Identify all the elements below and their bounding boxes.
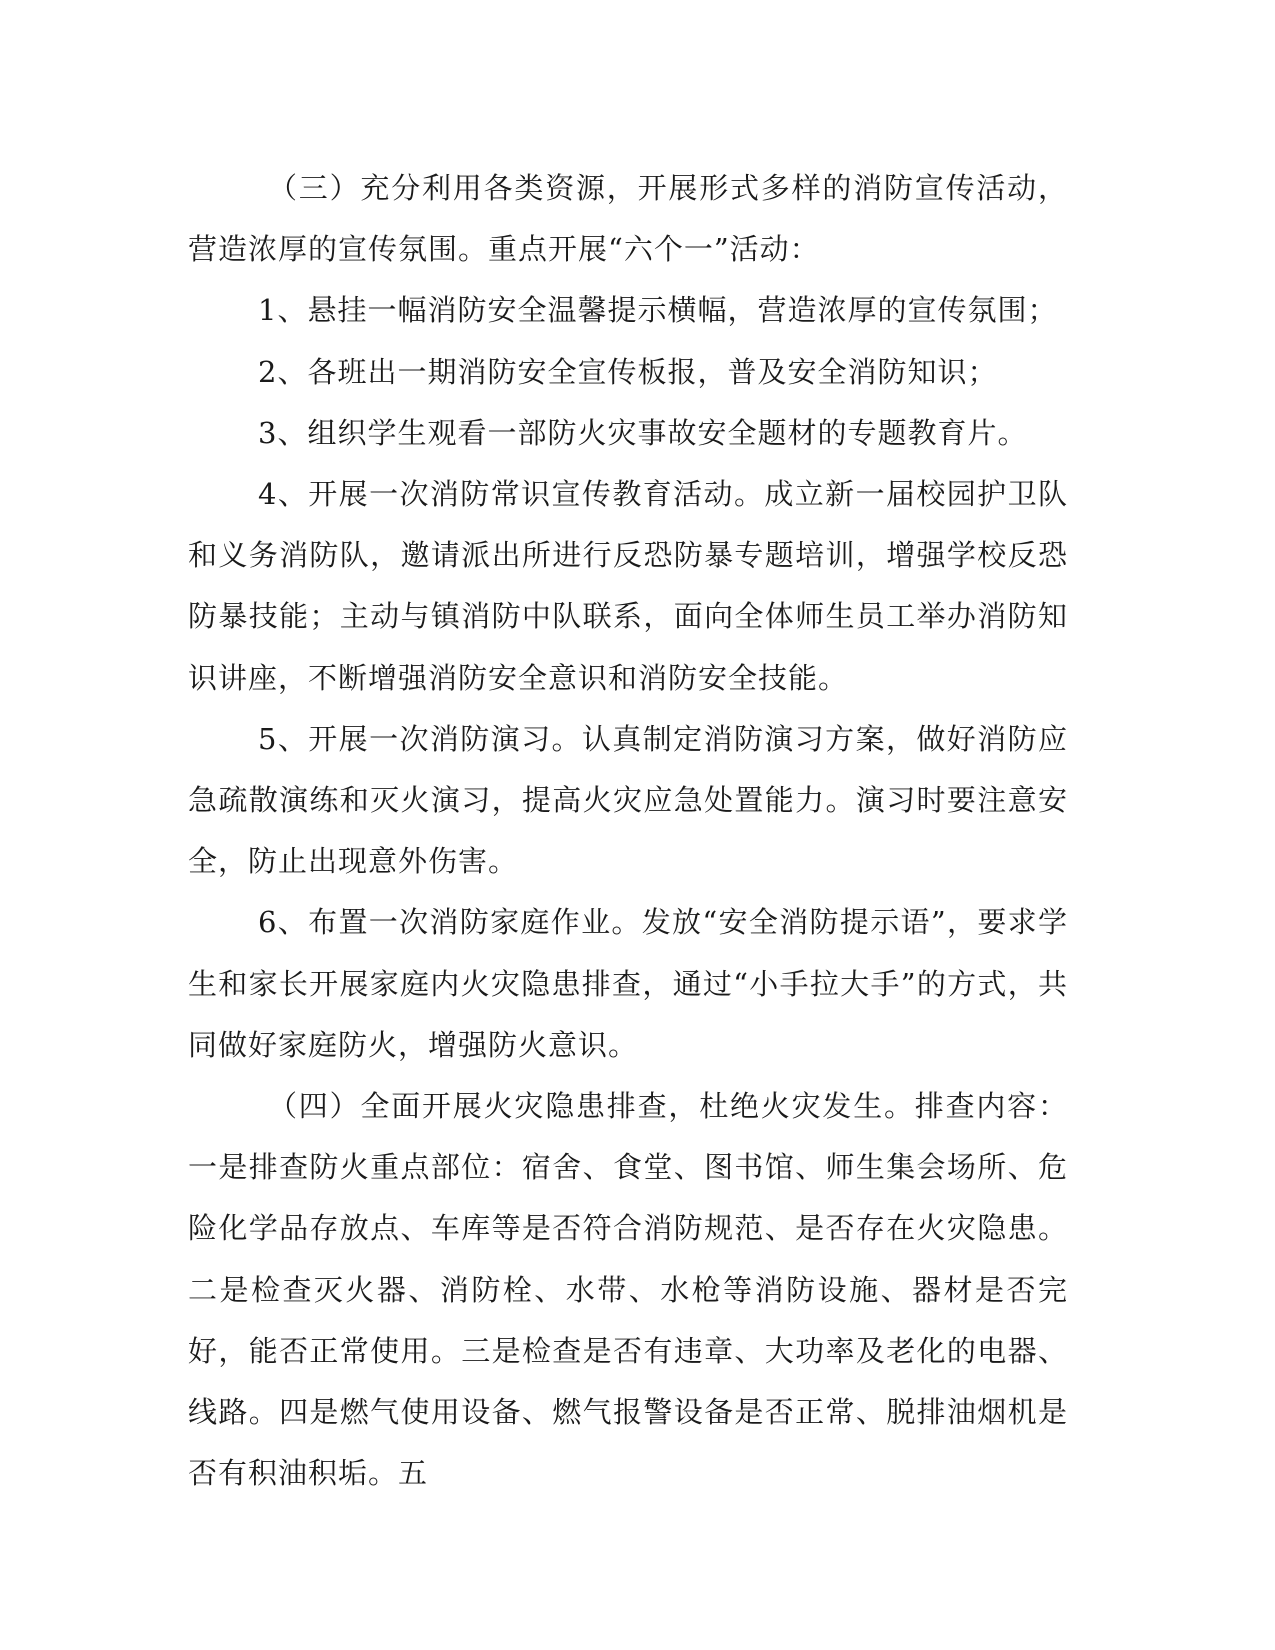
paragraph-section-3: （三）充分利用各类资源，开展形式多样的消防宣传活动，营造浓厚的宣传氛围。重点开展“六个一”活动： — [188, 171, 1068, 267]
paragraph-item-2: 2、各班出一期消防安全宣传板报，普及安全消防知识； — [258, 354, 998, 389]
document-body — [188, 158, 1068, 1504]
paragraph-item-1: 1、悬挂一幅消防安全温馨提示横幅，营造浓厚的宣传氛围； — [258, 293, 1058, 328]
paragraph-item-3: 3、组织学生观看一部防火灾事故安全题材的专题教育片。 — [258, 415, 1028, 450]
paragraph-item-6: 6、布置一次消防家庭作业。发放“安全消防提示语”，要求学生和家长开展家庭内火灾隐患排查，通过“小手拉大手”的方式，共同做好家庭防火，增强防火意识。 — [188, 905, 1068, 1062]
paragraph-item-5: 5、开展一次消防演习。认真制定消防演习方案，做好消防应急疏散演练和灭火演习，提高火灾应急处置能力。演习时要注意安全，防止出现意外伤害。 — [188, 721, 1068, 879]
paragraph-item-4: 4、开展一次消防常识宣传教育活动。成立新一届校园护卫队和义务消防队，邀请派出所进行反恐防暴专题培训，增强学校反恐防暴技能；主动与镇消防中队联系，面向全体师生员工举办消防知识讲座，不断增强消防安全意识和消防安全技能。 — [188, 477, 1068, 695]
paragraph-section-4: （四）全面开展火灾隐患排查，杜绝火灾发生。排查内容：一是排查防火重点部位：宿舍、食堂、图书馆、师生集会场所、危险化学品存放点、车库等是否符合消防规范、是否存在火灾隐患。二是检查灭火器、消防栓、水带、水枪等消防设施、器材是否完好，能否正常使用。三是检查是否有违章、大功率及老化的电器、线路。四是燃气使用设备、燃气报警设备是否正常、脱排油烟机是否有积油积垢。五 — [188, 1089, 1068, 1491]
